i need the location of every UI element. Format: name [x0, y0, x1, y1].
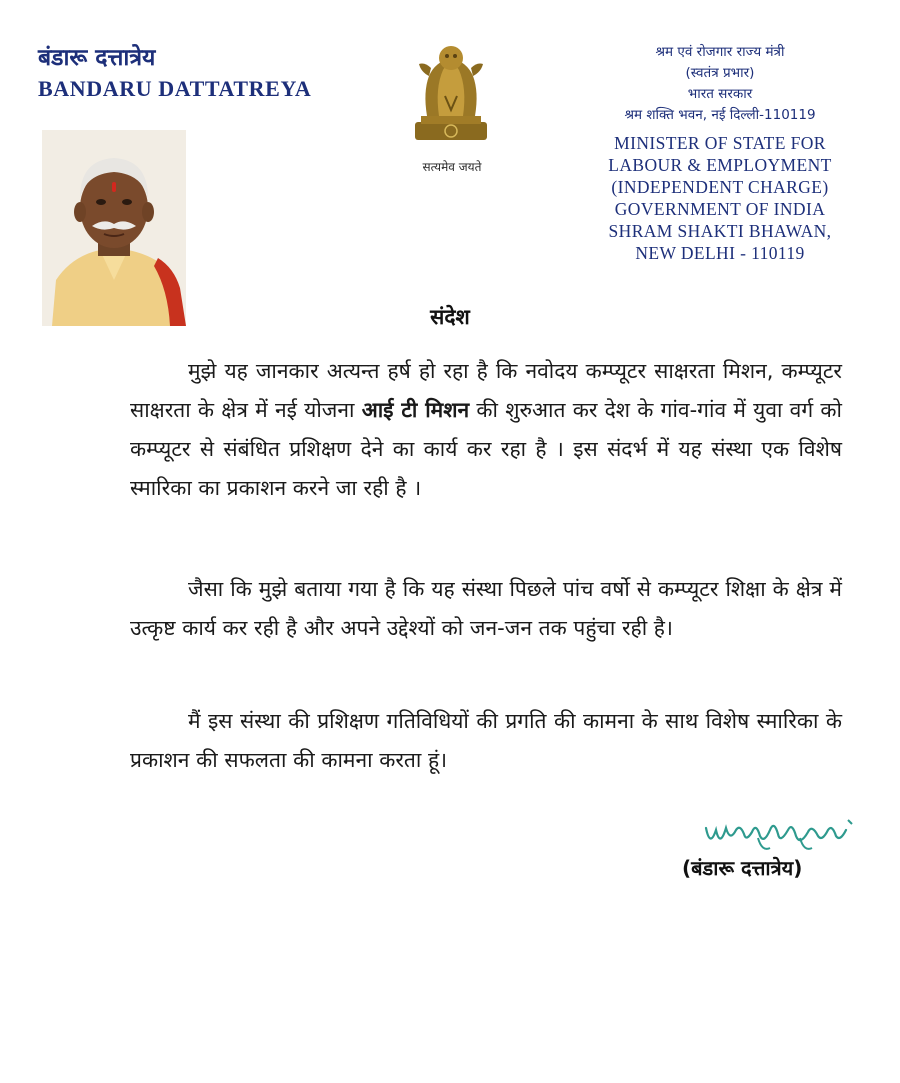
emblem-motto: सत्यमेव जयते — [422, 160, 482, 174]
minister-name-english: BANDARU DATTATREYA — [38, 76, 312, 101]
office-hindi-line: भारत सरकार — [687, 86, 753, 102]
paragraph-text: की शुरुआत कर देश के गांव-गांव में युवा वर्ग को कम्प्यूटर से संबंधित प्रशिक्षण देने का कार्य कर रहा है । इस संदर्भ में यह संस्था एक विशेष स्मारिका का प्रकाशन करने जा रही है । — [130, 398, 842, 500]
office-english-line: GOVERNMENT OF INDIA — [614, 199, 826, 219]
handwritten-signature — [700, 808, 860, 858]
scheme-name-bold: आई टी मिशन — [361, 398, 470, 422]
office-english-line: (INDEPENDENT CHARGE) — [611, 177, 829, 197]
signatory-name: (बंडारू दत्तात्रेय) — [682, 856, 803, 880]
message-paragraph-2: जैसा कि मुझे बताया गया है कि यह संस्था पिछले पांच वर्षो से कम्प्यूटर शिक्षा के क्षेत्र में उत्कृष्ट कार्य कर रही है और अपने उद्देश्यों को जन-जन तक पहुंचा रही है। — [130, 577, 842, 640]
office-hindi-line: श्रम शक्ति भवन, नई दिल्ली-110119 — [624, 107, 816, 123]
message-heading: संदेश — [430, 305, 470, 329]
office-hindi-line: (स्वतंत्र प्रभार) — [685, 65, 755, 81]
office-hindi-line: श्रम एवं रोजगार राज्य मंत्री — [655, 44, 785, 60]
message-paragraph-3: मैं इस संस्था की प्रशिक्षण गतिविधियों की प्रगति की कामना के साथ विशेष स्मारिका के प्रकाशन की सफलता की कामना करता हूं। — [130, 709, 842, 772]
office-english-line: MINISTER OF STATE FOR — [614, 133, 826, 153]
minister-portrait — [42, 130, 186, 326]
paragraph-text: मुझे यह जानकार अत्यन्त हर्ष हो रहा है कि नवोदय कम्प्यूटर साक्षरता मिशन, कम्प्यूटर साक्षरता के क्षेत्र में नई योजना — [130, 359, 842, 422]
message-paragraph-1 — [130, 352, 842, 508]
national-emblem-icon — [405, 36, 497, 148]
office-english-line: LABOUR & EMPLOYMENT — [608, 155, 832, 175]
office-english-line: SHRAM SHAKTI BHAWAN, — [608, 221, 832, 241]
office-english-line: NEW DELHI - 110119 — [635, 243, 805, 263]
office-address-block — [578, 42, 862, 264]
minister-name-hindi: बंडारू दत्तात्रेय — [38, 45, 156, 71]
